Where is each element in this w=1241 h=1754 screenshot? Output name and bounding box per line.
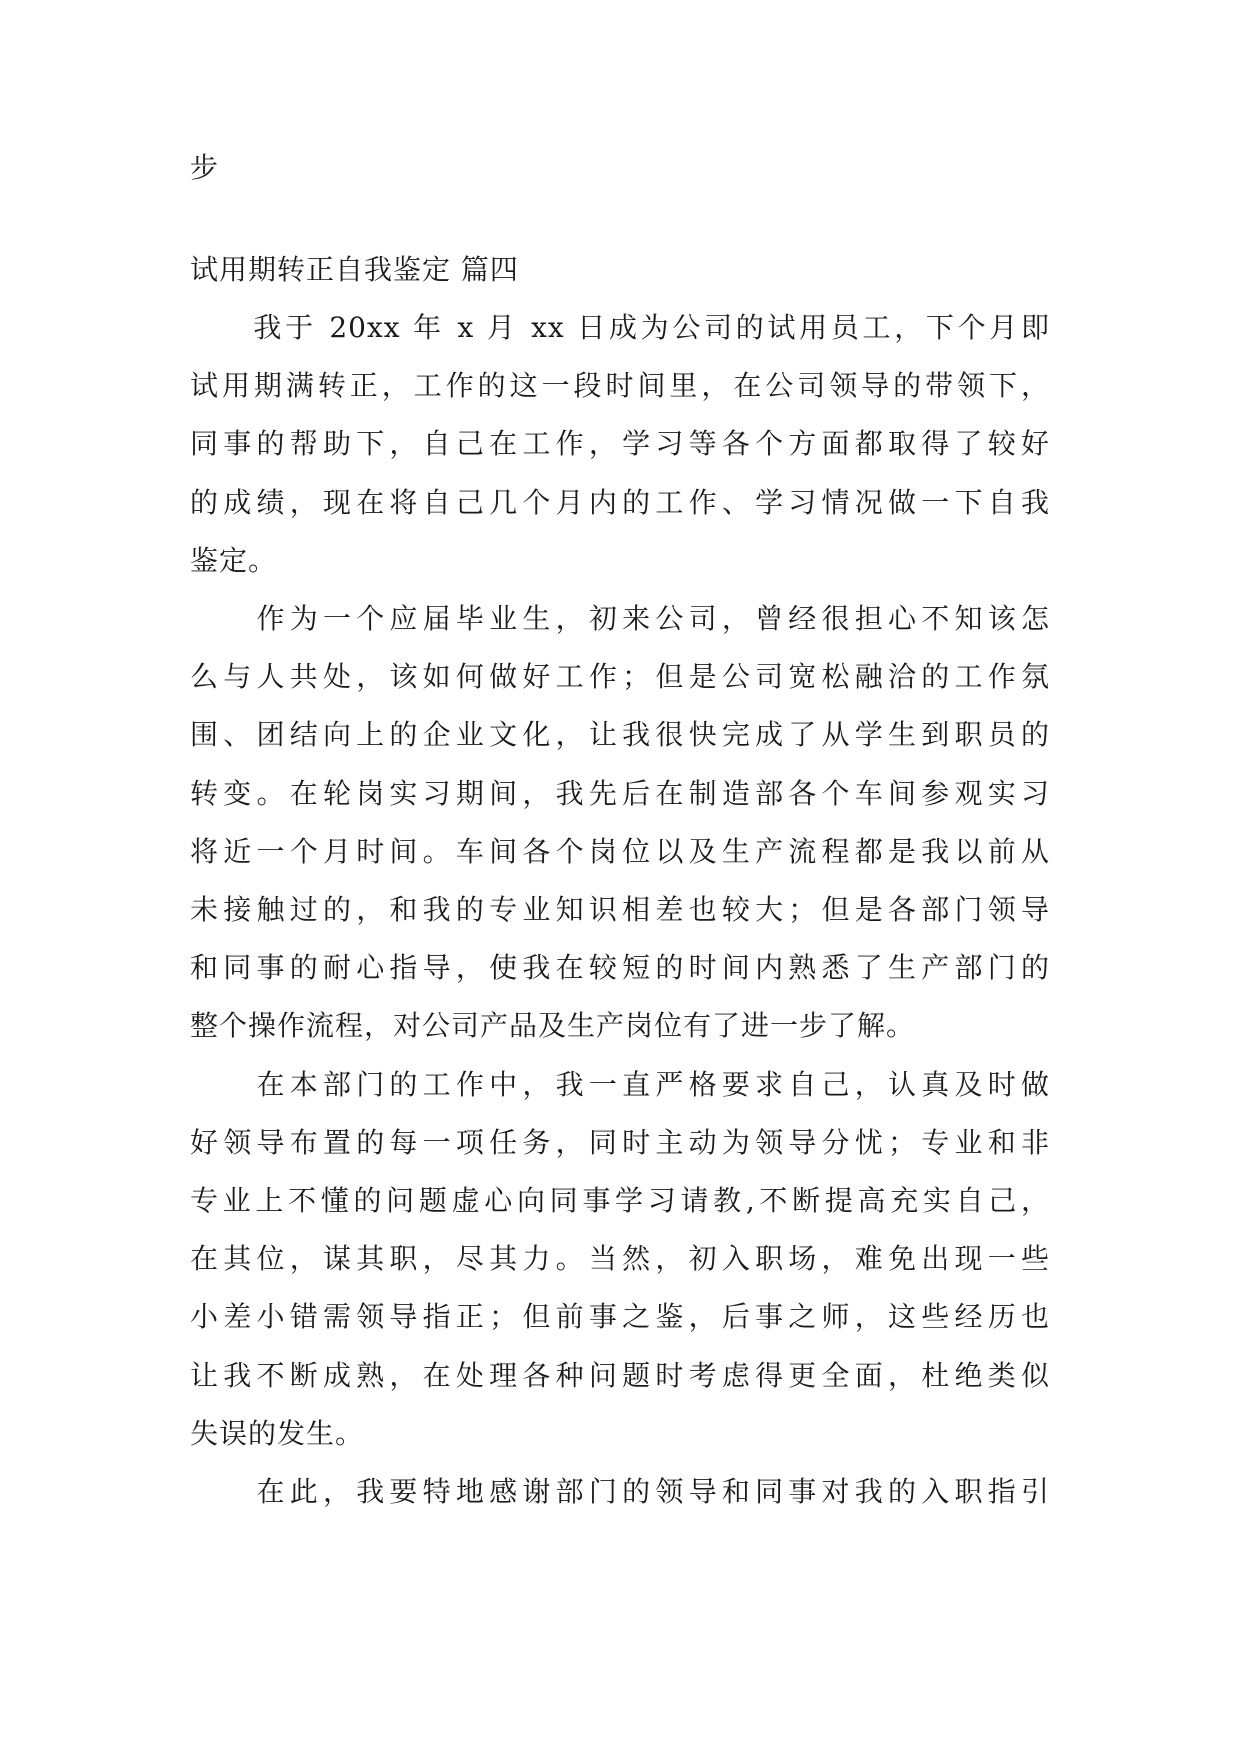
body-line: 好领导布置的每一项任务，同时主动为领导分忧；专业和非 bbox=[190, 1125, 1050, 1159]
text-fragment-top: 步 bbox=[190, 151, 220, 184]
body-line: 试用期满转正，工作的这一段时间里，在公司领导的带领下， bbox=[190, 369, 1050, 403]
body-line: 小差小错需领导指正；但前事之鉴，后事之师，这些经历也 bbox=[190, 1300, 1050, 1334]
body-line: 作为一个应届毕业生，初来公司，曾经很担心不知该怎 bbox=[190, 602, 1050, 635]
body-line: 同事的帮助下，自己在工作，学习等各个方面都取得了较好 bbox=[190, 427, 1050, 461]
body-line: 在本部门的工作中，我一直严格要求自己，认真及时做 bbox=[190, 1067, 1050, 1101]
body-line: 失误的发生。 bbox=[190, 1416, 365, 1450]
body-line: 鉴定。 bbox=[190, 543, 278, 577]
body-line: 整个操作流程，对公司产品及生产岗位有了进一步了解。 bbox=[190, 1009, 916, 1043]
body-line: 未接触过的，和我的专业知识相差也较大；但是各部门领导 bbox=[190, 893, 1050, 926]
section-heading: 试用期转正自我鉴定 篇四 bbox=[190, 253, 519, 286]
body-line: 让我不断成熟，在处理各种问题时考虑得更全面，杜绝类似 bbox=[190, 1358, 1050, 1392]
body-line: 和同事的耐心指导，使我在较短的时间内熟悉了生产部门的 bbox=[190, 951, 1050, 985]
body-line: 在其位，谋其职，尽其力。当然，初入职场，难免出现一些 bbox=[190, 1242, 1050, 1276]
body-line: 转变。在轮岗实习期间，我先后在制造部各个车间参观实习 bbox=[190, 776, 1050, 810]
body-line: 的成绩，现在将自己几个月内的工作、学习情况做一下自我 bbox=[190, 485, 1050, 519]
body-line: 我于 20xx 年 x 月 xx 日成为公司的试用员工，下个月即 bbox=[190, 311, 1050, 344]
body-line: 专业上不懂的问题虚心向同事学习请教,不断提高充实自己， bbox=[190, 1184, 1050, 1217]
body-line: 将近一个月时间。车间各个岗位以及生产流程都是我以前从 bbox=[190, 834, 1050, 868]
body-line: 围、团结向上的企业文化，让我很快完成了从学生到职员的 bbox=[190, 718, 1050, 752]
body-line: 么与人共处，该如何做好工作；但是公司宽松融洽的工作氛 bbox=[190, 660, 1050, 694]
body-line: 在此，我要特地感谢部门的领导和同事对我的入职指引 bbox=[190, 1475, 1050, 1508]
